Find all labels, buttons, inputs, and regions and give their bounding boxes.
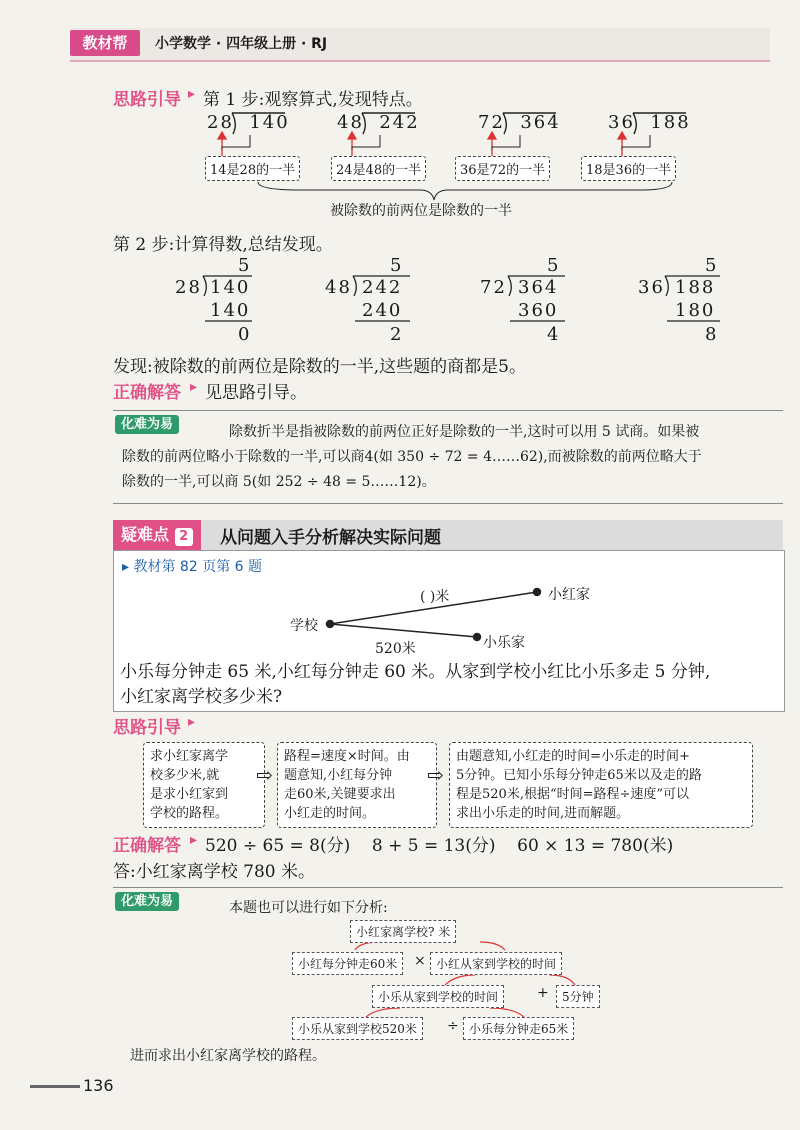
book-title: 小学数学 · 四年级上册 · RJ: [155, 36, 328, 52]
divisor: 72: [480, 277, 507, 298]
dividend: 364: [520, 112, 561, 133]
ref-text: 教材第 82 页第 6 题: [133, 559, 263, 575]
tip-line-3: 除数的一半,可以商 5(如 252 ÷ 48 = 5……12)。: [122, 474, 436, 490]
answer-arrow-icon-2: ▸: [190, 832, 198, 848]
divisor: 72: [478, 112, 505, 133]
tree-five: 5分钟: [556, 985, 600, 1008]
tip-outro: 进而求出小红家离学校的路程。: [130, 1048, 326, 1064]
product: 360: [518, 300, 559, 321]
tree-dist-le: 小乐从家到学校520米: [292, 1017, 423, 1040]
note-box-1: 14是28的一半: [205, 156, 300, 181]
label-home-red: 小红家: [548, 587, 590, 603]
problem-line-2: 小红家离学校多少米?: [120, 687, 283, 707]
finding-text: 发现:被除数的前两位是除数的一半,这些题的商都是5。: [113, 357, 526, 377]
quotient: 5: [547, 255, 561, 276]
flow-arrow-icon-1: ⇨: [256, 763, 273, 787]
dividend: 188: [675, 277, 716, 298]
dividend: 140: [249, 112, 290, 133]
flow-box-1: 求小红家离学 校多少米,就 是求小红家到 学校的路程。: [143, 742, 265, 828]
tree-speed-le: 小乐每分钟走65米: [463, 1017, 574, 1040]
tree-speed-red: 小红每分钟走60米: [292, 952, 403, 975]
footer-rule: [30, 1085, 80, 1088]
label-school: 学校: [290, 618, 318, 634]
note-box-3: 36是72的一半: [455, 156, 550, 181]
problem-line-1: 小乐每分钟走 65 米,小红每分钟走 60 米。从家到学校小红比小乐多走 5 分钟,: [120, 662, 711, 682]
remainder: 4: [547, 324, 561, 345]
product: 240: [362, 300, 403, 321]
brace-caption: 被除数的前两位是除数的一半: [330, 203, 512, 219]
hint-arrow-icon-2: ▸: [188, 714, 196, 730]
page-number: 136: [83, 1076, 114, 1095]
divisor: 28: [175, 277, 202, 298]
divisor: 28: [207, 112, 234, 133]
answer-arrow-icon: ▸: [190, 379, 198, 395]
quotient: 5: [705, 255, 719, 276]
answer-label-2: 正确解答: [113, 836, 181, 856]
divisor: 36: [638, 277, 665, 298]
tip-line-2: 除数的前两位略小于除数的一半,可以商4(如 350 ÷ 72 = 4……62),而被除数的前两位略大于: [122, 449, 702, 465]
badge-text: 疑难点: [121, 525, 170, 544]
flow-box-3: 由题意知,小红走的时间=小乐走的时间+ 5分钟。已知小乐每分钟走65米以及走的路 程是520米,根据“时间=路程÷速度”可以 求出小乐走的时间,进而解题。: [449, 742, 753, 828]
dividend: 140: [210, 277, 251, 298]
flow-box-2: 路程=速度×时间。由 题意知,小红每分钟 走60米,关键要求出 小红走的时间。: [277, 742, 437, 828]
note-box-2: 24是48的一半: [331, 156, 426, 181]
brand-label: 教材帮: [70, 30, 140, 56]
product: 180: [675, 300, 716, 321]
hint-label-1: 思路引导: [113, 90, 181, 110]
label-dist-red: ( )米: [420, 589, 450, 605]
tip-badge-label-2: 化难为易: [115, 892, 179, 911]
tip-badge-label: 化难为易: [115, 415, 179, 434]
tip-intro: 本题也可以进行如下分析:: [229, 900, 388, 916]
tree-top: 小红家离学校? 米: [350, 920, 456, 943]
dividend: 242: [379, 112, 420, 133]
hint-label-2: 思路引导: [113, 718, 181, 738]
dividend: 188: [650, 112, 691, 133]
remainder: 2: [390, 324, 404, 345]
label-dist-le: 520米: [375, 641, 416, 657]
dividend: 242: [362, 277, 403, 298]
answer-equations: 520 ÷ 65 = 8(分) 8 + 5 = 13(分) 60 × 13 = 780(米): [205, 836, 674, 856]
answer-text-1: 见思路引导。: [205, 383, 307, 403]
step1-text: 第 1 步:观察算式,发现特点。: [203, 90, 423, 110]
quotient: 5: [390, 255, 404, 276]
textbook-ref: ▸ 教材第 82 页第 6 题: [122, 559, 263, 575]
divisor: 48: [325, 277, 352, 298]
tree-time-le: 小乐从家到学校的时间: [372, 985, 504, 1008]
note-box-4: 18是36的一半: [581, 156, 676, 181]
remainder: 0: [238, 324, 252, 345]
tree-time-red: 小红从家到学校的时间: [430, 952, 562, 975]
step2-text: 第 2 步:计算得数,总结发现。: [113, 235, 333, 255]
badge-number: 2: [175, 528, 193, 546]
tree-times: ×: [414, 953, 426, 969]
dividend: 364: [518, 277, 559, 298]
flow-arrow-icon-2: ⇨: [427, 763, 444, 787]
quotient: 5: [238, 255, 252, 276]
section2-title: 从问题入手分析解决实际问题: [220, 528, 441, 548]
answer-label-1: 正确解答: [113, 383, 181, 403]
tree-div: ÷: [447, 1018, 459, 1034]
hint-arrow-icon: ▸: [188, 86, 196, 102]
divisor: 36: [608, 112, 635, 133]
product: 140: [210, 300, 251, 321]
tip-line-1: 除数折半是指被除数的前两位正好是除数的一半,这时可以用 5 试商。如果被: [229, 424, 700, 440]
tree-plus: +: [537, 985, 549, 1001]
label-home-le: 小乐家: [483, 635, 525, 651]
remainder: 8: [705, 324, 719, 345]
answer-final: 答:小红家离学校 780 米。: [113, 862, 315, 882]
divisor: 48: [337, 112, 364, 133]
